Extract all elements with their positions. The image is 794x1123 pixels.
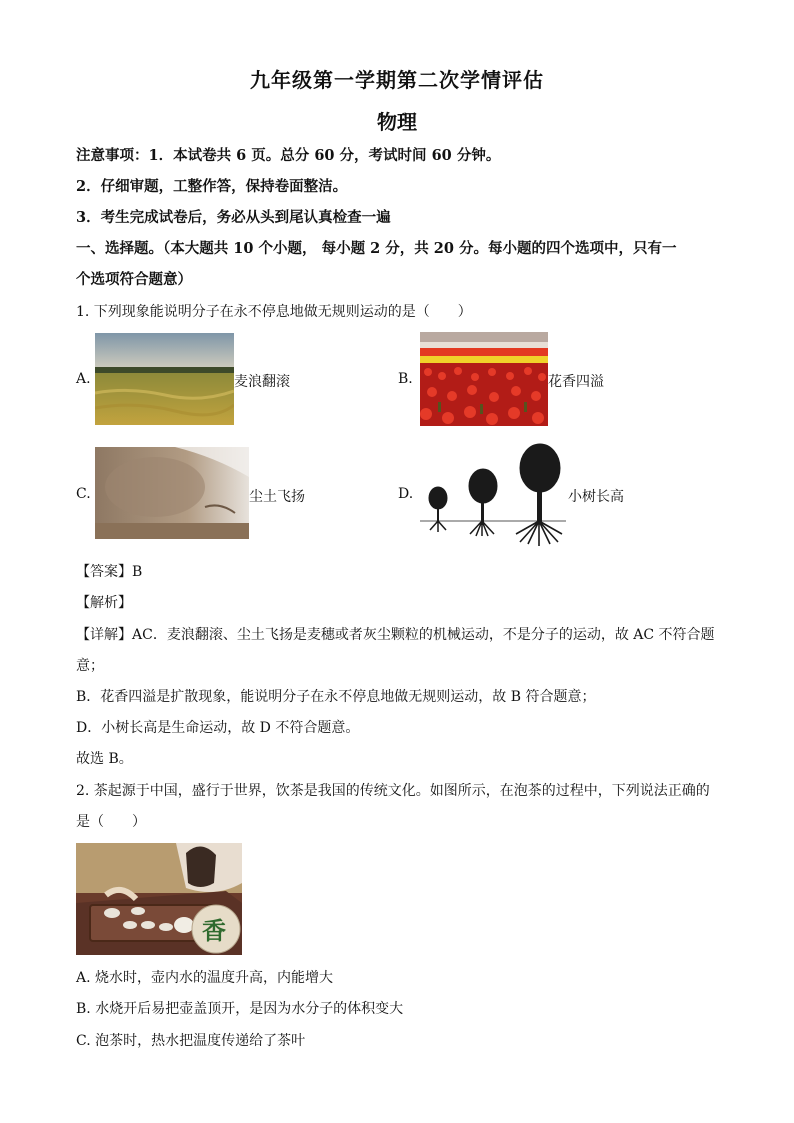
tea-ceremony-photo <box>76 843 242 955</box>
section-heading-line-2: 个选项符合题意） <box>76 271 192 288</box>
tea-cake-label: 香 <box>202 916 226 945</box>
tree-growth-diagram <box>420 438 566 548</box>
question-2-stem-line-2: 是（ ） <box>76 814 146 830</box>
exam-title: 九年级第一学期第二次学情评估 <box>250 68 544 92</box>
exam-subject: 物理 <box>377 110 417 134</box>
dust-storm-photo <box>95 447 249 539</box>
wheat-field-photo <box>95 333 234 425</box>
option-a-text: 麦浪翻滚 <box>234 374 290 390</box>
option-d-letter: D. <box>398 486 414 502</box>
detail-line-2: 意； <box>76 658 104 674</box>
option-c-letter: C. <box>76 486 91 502</box>
detail-line-3: B．花香四溢是扩散现象，能说明分子在永不停息地做无规则运动，故 B 符合题意； <box>76 689 596 705</box>
conclusion-line: 故选 B。 <box>76 751 133 767</box>
section-heading-line-1: 一、选择题。（本大题共 10 个小题， 每小题 2 分，共 20 分。每小题的四个选项中，只有一 <box>76 240 677 257</box>
answer-label: 【答案】B <box>76 564 143 580</box>
option-a-letter: A. <box>76 371 91 387</box>
detail-line-4: D．小树长高是生命运动，故 D 不符合题意。 <box>76 720 360 736</box>
question-1-stem: 1. 下列现象能说明分子在永不停息地做无规则运动的是（ ） <box>76 304 472 320</box>
option-b-text: 花香四溢 <box>548 374 604 390</box>
option-b-letter: B. <box>398 371 413 387</box>
tulip-field-photo <box>420 332 548 426</box>
question-2-option-a: A. 烧水时，壶内水的温度升高，内能增大 <box>76 970 334 986</box>
option-d-text: 小树长高 <box>568 489 624 505</box>
analysis-label: 【解析】 <box>76 595 132 611</box>
question-2-option-b: B. 水烧开后易把壶盖顶开，是因为水分子的体积变大 <box>76 1001 404 1017</box>
notes-line-2: 2．仔细审题，工整作答，保持卷面整洁。 <box>76 178 348 195</box>
notes-line-1: 注意事项：1．本试卷共 6 页。总分 60 分，考试时间 60 分钟。 <box>76 147 501 164</box>
question-2-stem-line-1: 2. 茶起源于中国，盛行于世界，饮茶是我国的传统文化。如图所示，在泡茶的过程中，下列说法正确的 <box>76 783 710 799</box>
option-c-text: 尘土飞扬 <box>249 489 305 505</box>
question-2-option-c: C. 泡茶时，热水把温度传递给了茶叶 <box>76 1033 306 1049</box>
detail-line-1: 【详解】AC．麦浪翻滚、尘土飞扬是麦穗或者灰尘颗粒的机械运动，不是分子的运动，故 AC 不符合题 <box>76 627 715 643</box>
notes-line-3: 3．考生完成试卷后，务必从头到尾认真检查一遍 <box>76 209 391 226</box>
